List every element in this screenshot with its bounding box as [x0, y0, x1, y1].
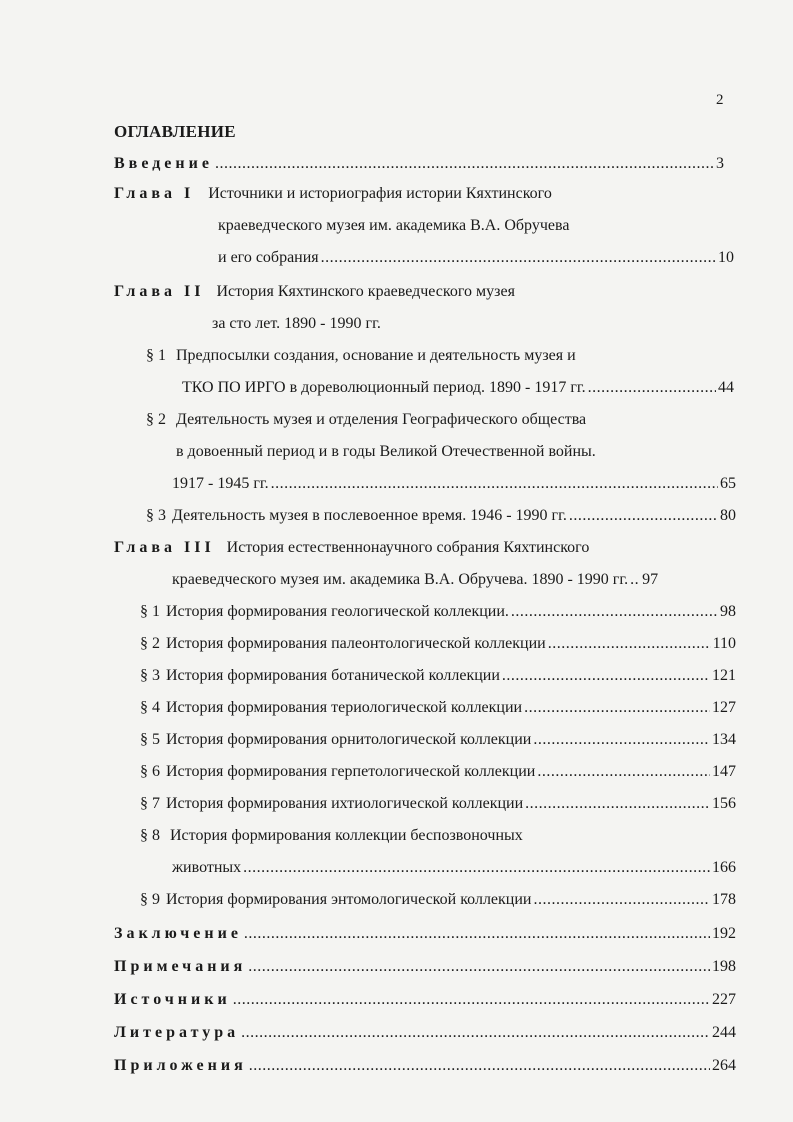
leader-dots — [321, 248, 716, 268]
toc-entry-chapter-3-section-3[interactable] — [140, 666, 736, 686]
section-text: История формирования ихтиологической коллекции — [166, 795, 524, 812]
section-text: История формирования геологической коллекции. — [166, 603, 509, 620]
section-text-line-2: ТКО ПО ИРГО в дореволюционный период. 1890 - 1917 гг. — [182, 379, 586, 396]
leader-dots — [548, 634, 711, 654]
leader-dots — [525, 794, 710, 814]
chapter-title-line-1: История Кяхтинского краеведческого музея — [216, 283, 515, 300]
section-number: § 3 — [140, 667, 160, 684]
entry-label: Введение — [114, 155, 213, 172]
leader-dots — [524, 698, 710, 718]
section-text: История формирования орнитологической коллекции — [166, 731, 532, 748]
chapter-3-heading[interactable] — [114, 538, 589, 558]
chapter-2-title-line-2: за сто лет. 1890 - 1990 гг. — [212, 315, 381, 332]
chapter-title-line-1: История естественнонаучного собрания Кяхтинского — [226, 539, 590, 556]
toc-entry-chapter-1[interactable] — [218, 248, 734, 268]
section-number: § 1 — [146, 347, 166, 364]
leader-dots — [630, 570, 640, 590]
entry-page: 65 — [720, 475, 736, 492]
entry-page: 134 — [712, 731, 736, 748]
entry-page: 110 — [712, 635, 736, 652]
leader-dots — [588, 378, 716, 398]
section-number: § 7 — [140, 795, 160, 812]
toc-title: ОГЛАВЛЕНИЕ — [114, 122, 236, 141]
chapter-label: Глава III — [114, 539, 215, 556]
chapter-1-title-line-2: краеведческого музея им. академика В.А. Обручева — [218, 217, 570, 234]
entry-label: Источники — [114, 991, 231, 1008]
entry-page: 98 — [720, 603, 736, 620]
leader-dots — [241, 1023, 710, 1043]
leader-dots — [271, 474, 718, 494]
toc-entry-chapter-3-section-5[interactable] — [140, 730, 736, 750]
toc-entry-chapter-3[interactable] — [172, 570, 736, 590]
section-number: § 5 — [140, 731, 160, 748]
chapter-title-line-1: Источники и историография истории Кяхтинского — [208, 185, 552, 202]
entry-page: 44 — [718, 379, 734, 396]
entry-page: 127 — [712, 699, 736, 716]
toc-entry-literature[interactable] — [114, 1023, 736, 1043]
leader-dots — [569, 506, 718, 526]
toc-entry-chapter-3-section-7[interactable] — [140, 794, 736, 814]
toc-entry-conclusion[interactable] — [114, 924, 736, 944]
toc-entry-chapter-3-section-9[interactable] — [140, 890, 736, 910]
entry-label: Приложения — [114, 1057, 247, 1074]
section-text: История формирования териологической коллекции — [166, 699, 523, 716]
entry-label: Заключение — [114, 925, 242, 942]
toc-entry-chapter-2-section-3[interactable] — [146, 506, 736, 526]
toc-entry-intro[interactable] — [114, 154, 724, 174]
chapter-title-line-2: краеведческого музея им. академика В.А. Обручева. 1890 - 1990 гг. — [172, 571, 629, 588]
page-number: 2 — [716, 92, 724, 108]
section-text: Деятельность музея и отделения Географического общества — [176, 411, 587, 428]
toc-entry-chapter-3-section-2[interactable] — [140, 634, 736, 654]
entry-page: 264 — [712, 1057, 736, 1074]
chapter-1-heading[interactable] — [114, 184, 552, 204]
leader-dots — [243, 858, 710, 878]
entry-page: 244 — [712, 1024, 736, 1041]
section-number: § 9 — [140, 891, 160, 908]
entry-page: 156 — [712, 795, 736, 812]
entry-page: 166 — [712, 859, 736, 876]
toc-entry-appendices[interactable] — [114, 1056, 736, 1076]
section-number: § 4 — [140, 699, 160, 716]
chapter-title-line-3: и его собрания — [218, 249, 319, 266]
toc-entry-chapter-2-section-1[interactable] — [182, 378, 734, 398]
section-text: Деятельность музея в послевоенное время. 1946 - 1990 гг. — [172, 507, 567, 524]
section-text-line-3: 1917 - 1945 гг. — [172, 475, 269, 492]
section-text: История формирования энтомологической коллекции — [166, 891, 532, 908]
leader-dots — [537, 762, 710, 782]
entry-page: 80 — [720, 507, 736, 524]
section-text: История формирования коллекции беспозвоночных — [170, 827, 523, 844]
entry-page: 198 — [712, 958, 736, 975]
toc-entry-sources[interactable] — [114, 990, 736, 1010]
section-text: История формирования ботанической коллекции — [166, 667, 500, 684]
chapter-2-section-2-line-1[interactable] — [146, 410, 586, 430]
leader-dots — [233, 990, 710, 1010]
toc-entry-chapter-3-section-8[interactable] — [172, 858, 736, 878]
section-number: § 6 — [140, 763, 160, 780]
entry-page: 3 — [716, 155, 724, 172]
chapter-3-section-8-line-1[interactable] — [140, 826, 523, 846]
leader-dots — [244, 924, 710, 944]
entry-page: 121 — [712, 667, 736, 684]
toc-entry-chapter-2-section-2[interactable] — [172, 474, 736, 494]
section-number: § 1 — [140, 603, 160, 620]
chapter-label: Глава I — [114, 185, 195, 202]
leader-dots — [511, 602, 718, 622]
leader-dots — [533, 890, 710, 910]
section-text: История формирования герпетологической коллекции — [166, 763, 536, 780]
section-number: § 8 — [140, 827, 160, 844]
section-text: История формирования палеонтологической коллекции — [166, 635, 546, 652]
leader-dots — [533, 730, 710, 750]
leader-dots — [215, 154, 714, 174]
chapter-2-section-1-line-1[interactable] — [146, 346, 576, 366]
chapter-2-heading[interactable] — [114, 282, 515, 302]
section-number: § 2 — [140, 635, 160, 652]
section-text: Предпосылки создания, основание и деятельность музея и — [176, 347, 576, 364]
toc-entry-chapter-3-section-4[interactable] — [140, 698, 736, 718]
toc-entry-chapter-3-section-6[interactable] — [140, 762, 736, 782]
entry-page: 97 — [642, 571, 659, 588]
leader-dots — [248, 957, 710, 977]
entry-label: Примечания — [114, 958, 247, 975]
entry-label: Литература — [114, 1024, 240, 1041]
leader-dots — [502, 666, 710, 686]
toc-entry-chapter-3-section-1[interactable] — [140, 602, 736, 622]
toc-entry-notes[interactable] — [114, 957, 736, 977]
section-number: § 2 — [146, 411, 166, 428]
entry-page: 192 — [712, 925, 736, 942]
leader-dots — [249, 1056, 710, 1076]
section-number: § 3 — [146, 507, 166, 524]
entry-page: 178 — [712, 891, 736, 908]
entry-page: 227 — [712, 991, 736, 1008]
entry-page: 10 — [718, 249, 734, 266]
entry-page: 147 — [712, 763, 736, 780]
chapter-2-section-2-line-2: в довоенный период и в годы Великой Отечественной войны. — [176, 443, 596, 460]
chapter-label: Глава II — [114, 283, 205, 300]
section-text-line-2: животных — [172, 859, 242, 876]
